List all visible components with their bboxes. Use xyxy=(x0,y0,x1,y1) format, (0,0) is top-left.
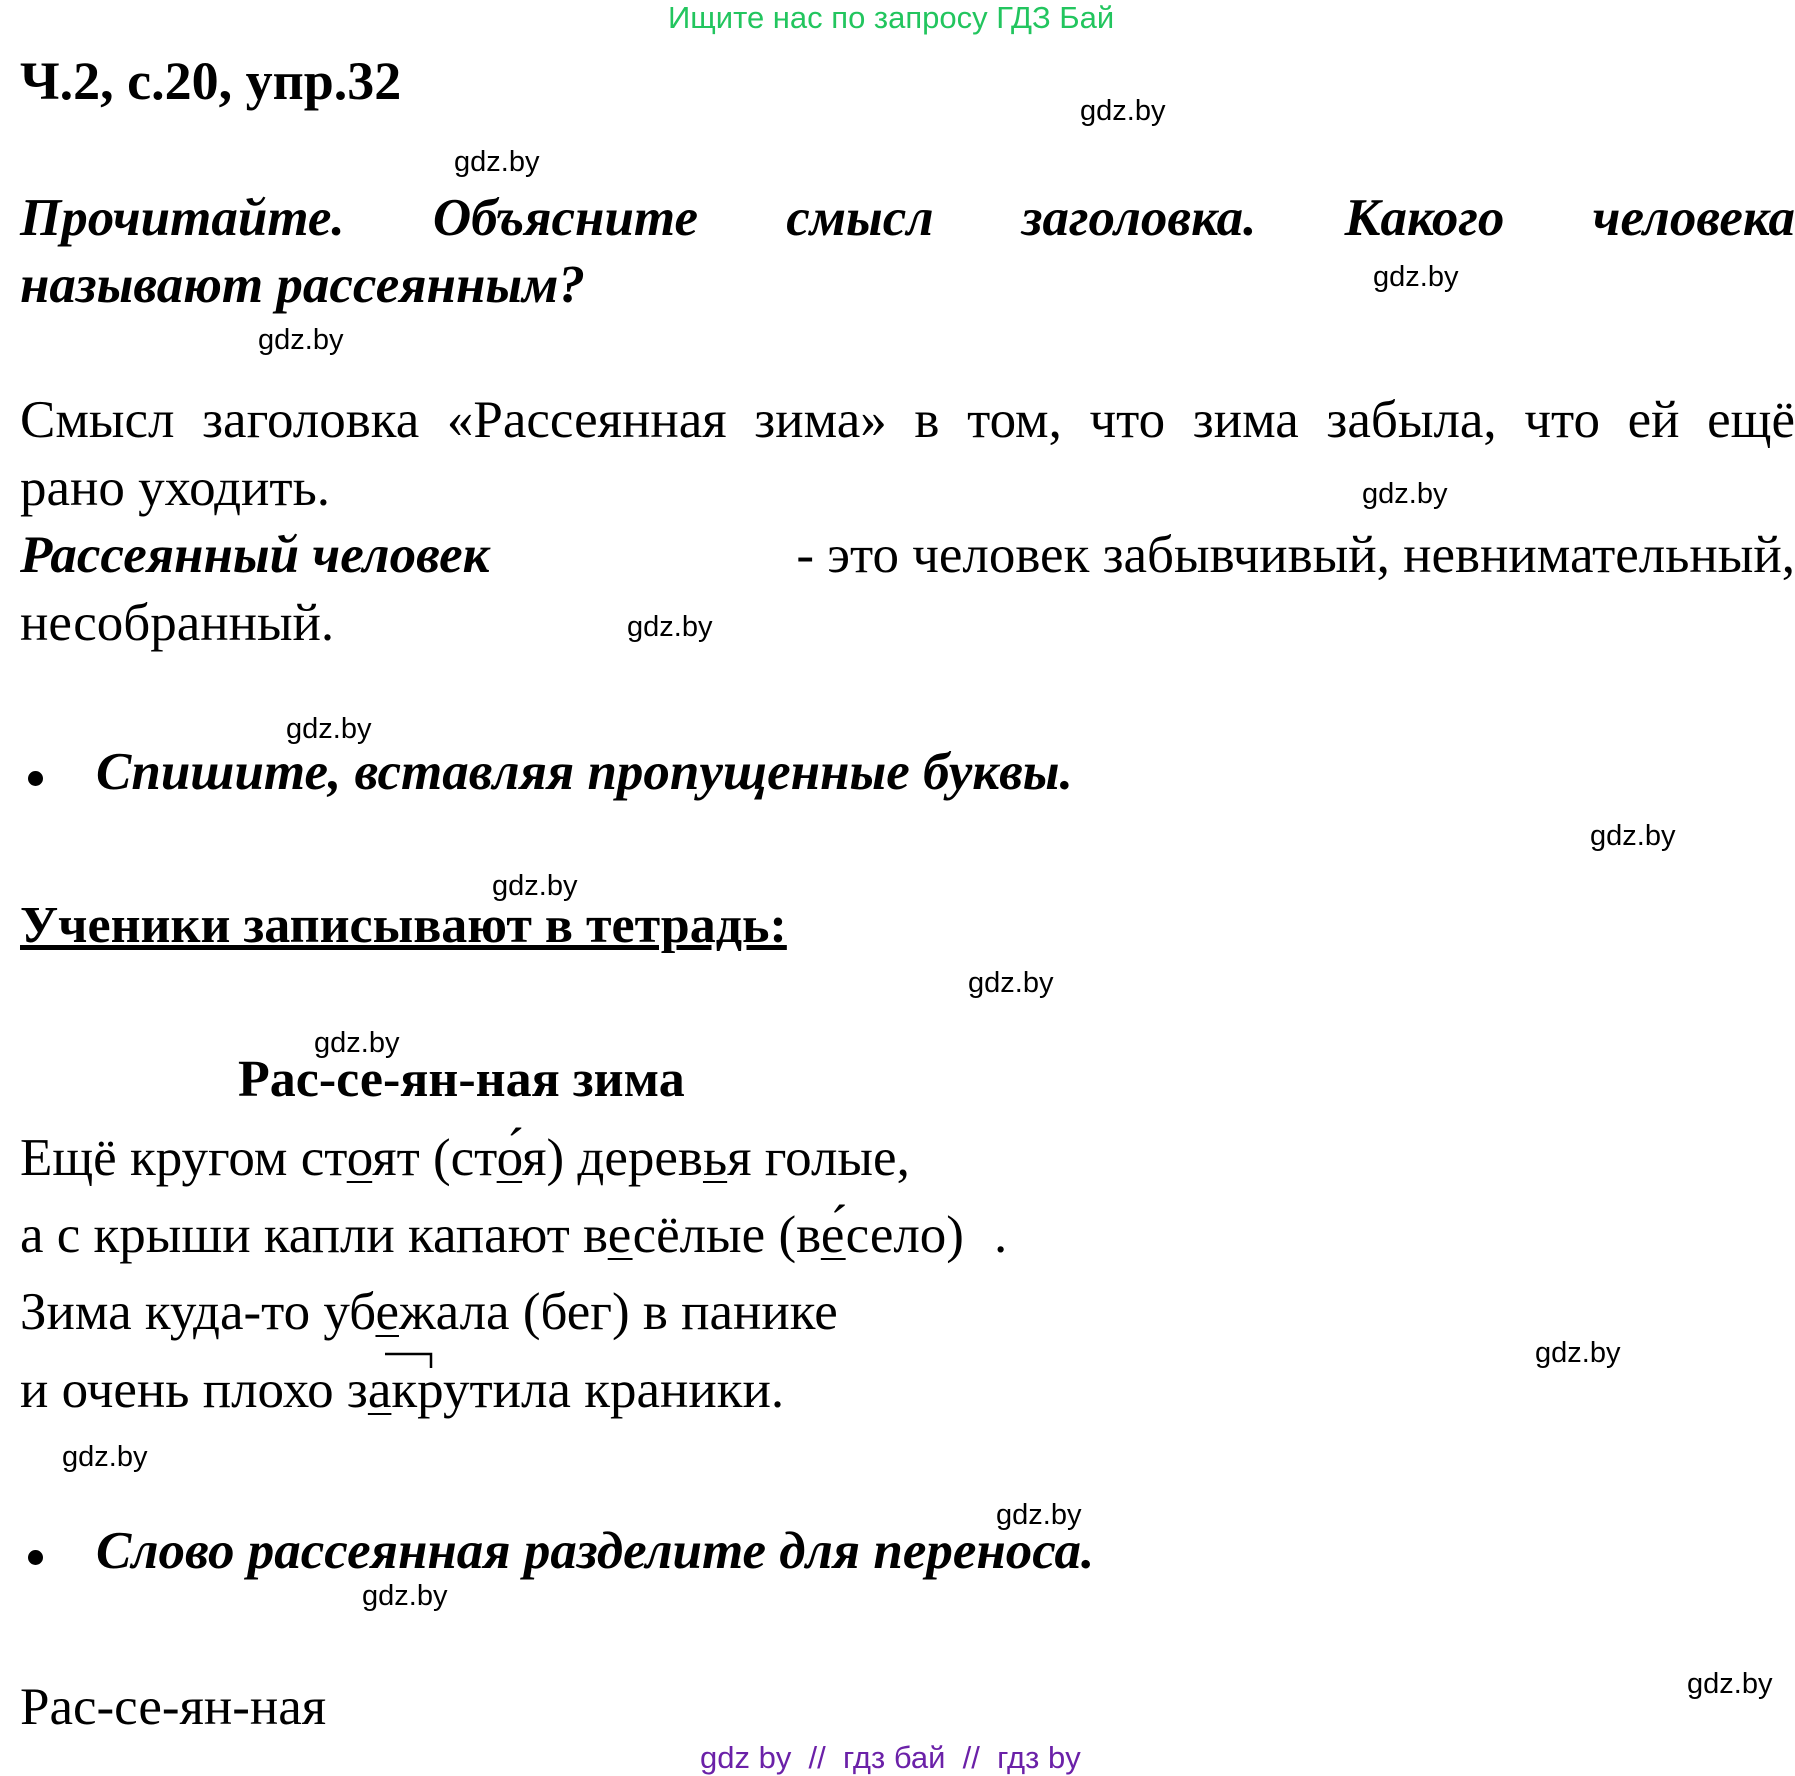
watermark: gdz.by xyxy=(1080,95,1166,127)
watermark: gdz.by xyxy=(258,324,344,356)
answer-definition-line xyxy=(20,525,1795,585)
page-title: Ч.2, с.20, упр.32 xyxy=(20,51,402,111)
text-part: . xyxy=(993,1206,1008,1264)
watermark: gdz.by xyxy=(62,1441,148,1473)
poem-line-2 xyxy=(20,1205,1007,1265)
definition-term: Рассеянный человек xyxy=(20,526,490,584)
watermark: gdz.by xyxy=(492,870,578,902)
text-part: сёлые (в xyxy=(632,1206,821,1264)
text-part: жала (бег) в панике xyxy=(398,1283,838,1341)
text-part: а с крыши капли капают в xyxy=(20,1206,608,1264)
answer-line-1-text: Смысл заголовка «Рассеянная зима» в том, что зима забыла, что ей ещё xyxy=(20,391,1795,449)
poem-title: Рас-се-ян-ная зима xyxy=(238,1051,685,1108)
text-part: Зима куда-то уб xyxy=(20,1283,376,1341)
bullet-task-1: Спишите, вставляя пропущенные буквы. xyxy=(96,743,1073,801)
task-word: Объясните xyxy=(432,189,698,247)
underlined-letter: о xyxy=(346,1129,373,1187)
answer-line-4: несобранный. xyxy=(20,594,335,652)
poem-line-4 xyxy=(20,1360,784,1420)
notebook-heading: Ученики записывают в тетрадь: xyxy=(20,897,787,954)
watermark: gdz.by xyxy=(996,1499,1082,1531)
watermark: gdz.by xyxy=(1687,1668,1773,1700)
task-word: человека xyxy=(1592,189,1795,247)
poem-line-1 xyxy=(20,1128,910,1188)
watermark: gdz.by xyxy=(454,146,540,178)
underlined-letter: ь xyxy=(702,1129,728,1187)
text-part: ят (ст xyxy=(372,1129,497,1187)
underlined-letter: а xyxy=(367,1361,392,1419)
definition-text: - это человек забывчивый, невнимательный, xyxy=(796,526,1795,584)
watermark: gdz.by xyxy=(362,1580,448,1612)
task-line-2: называют рассеянным? xyxy=(20,256,585,314)
bullet-task-2: Слово рассеянная разделите для переноса. xyxy=(96,1522,1095,1580)
text-part: я голые, xyxy=(727,1129,910,1187)
underlined-letter: е xyxy=(607,1206,633,1264)
underlined-letter: о́ xyxy=(496,1129,523,1187)
watermark: gdz.by xyxy=(314,1027,400,1059)
task-word: заголовка. xyxy=(1021,189,1257,247)
watermark: gdz.by xyxy=(286,713,372,745)
answer-line-1 xyxy=(20,390,1795,450)
task-word: Прочитайте. xyxy=(20,189,345,247)
underlined-letter: е xyxy=(375,1283,399,1341)
text-part: я) дерев xyxy=(522,1129,703,1187)
text-part: Ещё кругом ст xyxy=(20,1129,347,1187)
footer-links: gdz by // гдз бай // гдз by xyxy=(700,1740,1081,1775)
hyphenation-answer: Рас-се-ян-ная xyxy=(20,1678,327,1736)
task-line-1 xyxy=(20,188,1795,248)
watermark: gdz.by xyxy=(1373,261,1459,293)
text-part: крутила краники. xyxy=(391,1361,785,1419)
poem-line-3 xyxy=(20,1282,838,1342)
bullet-dot xyxy=(28,1550,43,1565)
watermark: gdz.by xyxy=(627,611,713,643)
top-banner: Ищите нас по запросу ГДЗ Бай xyxy=(668,0,1115,35)
underlined-letter: е́ xyxy=(820,1206,846,1264)
bullet-dot xyxy=(28,771,43,786)
answer-line-2: рано уходить. xyxy=(20,459,331,517)
watermark: gdz.by xyxy=(1362,478,1448,510)
watermark: gdz.by xyxy=(1535,1337,1621,1369)
watermark: gdz.by xyxy=(968,967,1054,999)
task-word: смысл xyxy=(786,189,934,247)
text-part: село) xyxy=(845,1206,964,1264)
watermark: gdz.by xyxy=(1590,820,1676,852)
task-word: Какого xyxy=(1344,189,1505,247)
text-part: и очень плохо з xyxy=(20,1361,368,1419)
